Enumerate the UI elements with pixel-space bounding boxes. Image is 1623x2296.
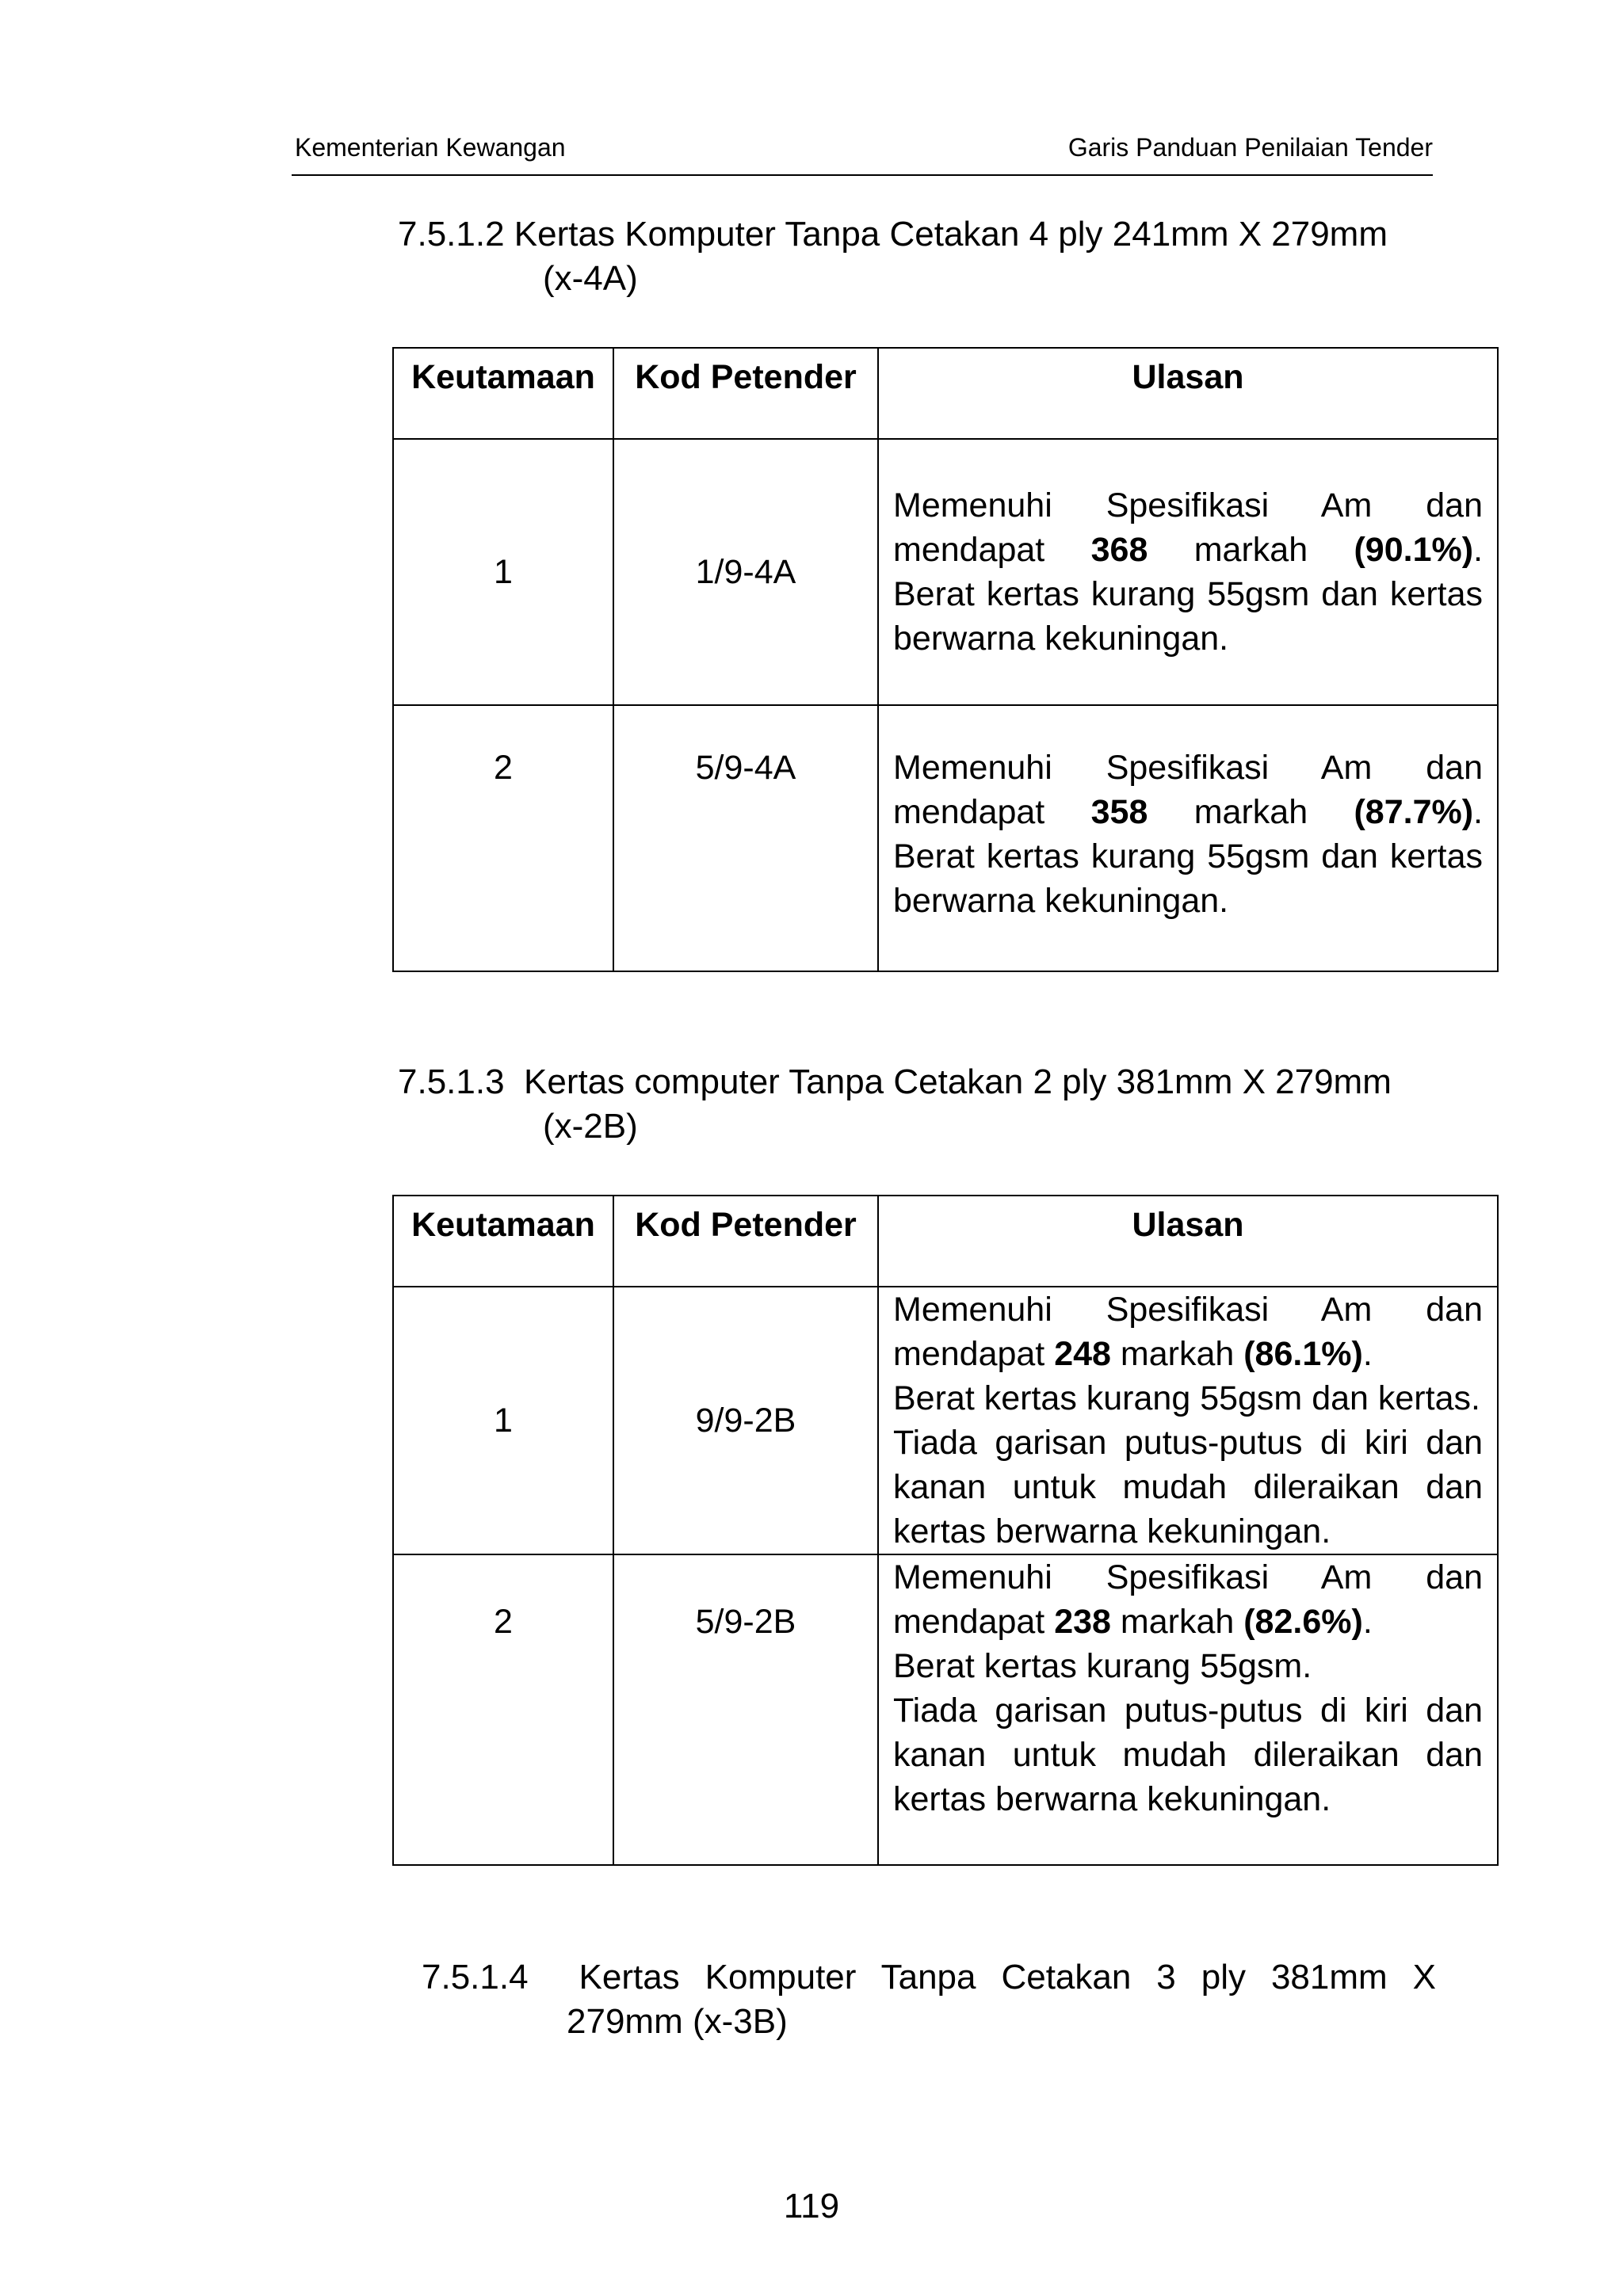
table-row bbox=[393, 705, 1498, 971]
header-ulasan: Ulasan bbox=[878, 1196, 1498, 1287]
header-keutamaan: Keutamaan bbox=[393, 1196, 613, 1287]
score-line: mendapat 368 markah (90.1%). bbox=[893, 531, 1484, 569]
percent-value: (90.1%) bbox=[1354, 531, 1474, 569]
rank-cell: 1 bbox=[393, 1287, 613, 1554]
marks-value: 358 bbox=[1090, 793, 1148, 831]
table-header-row bbox=[393, 1196, 1498, 1287]
rank-cell: 1 bbox=[393, 439, 613, 705]
table-row bbox=[393, 439, 1498, 705]
code-cell: 5/9-2B bbox=[613, 1554, 878, 1865]
section-number: 7.5.1.3 bbox=[398, 1062, 505, 1101]
header-kod-petender: Kod Petender bbox=[613, 348, 878, 439]
code-cell: 1/9-4A bbox=[613, 439, 878, 705]
remark-cell: Memenuhi Spesifikasi Am dan mendapat 248 markah (86.1%). Berat kertas kurang 55gsm dan kertas. Tiada garisan putus-putus di kiri dan kanan untuk mudah dileraikan dan kertas berwarna kekuningan. bbox=[878, 1287, 1498, 1554]
score-line: mendapat 358 markah (87.7%). bbox=[893, 793, 1484, 831]
header-ulasan: Ulasan bbox=[878, 348, 1498, 439]
marks-value: 238 bbox=[1054, 1603, 1111, 1641]
evaluation-table-x-4a bbox=[392, 347, 1499, 972]
header-left-text: Kementerian Kewangan bbox=[295, 133, 566, 162]
marks-value: 368 bbox=[1090, 531, 1148, 569]
section-heading-7-5-1-3 bbox=[398, 1060, 1436, 1149]
section-heading-7-5-1-4 bbox=[422, 1955, 1436, 2044]
section-title-line2: (x-4A) bbox=[543, 259, 638, 298]
rank-cell: 2 bbox=[393, 705, 613, 971]
section-number: 7.5.1.2 bbox=[398, 215, 505, 254]
remark-cell: Memenuhi Spesifikasi Am dan mendapat 238 markah (82.6%). Berat kertas kurang 55gsm. Tiada garisan putus-putus di kiri dan kanan untuk mudah dileraikan dan kertas berwarna kekuningan. bbox=[878, 1554, 1498, 1865]
score-line: mendapat 238 markah (82.6%). bbox=[893, 1603, 1373, 1641]
section-title-line1: Kertas Komputer Tanpa Cetakan 4 ply 241mm X 279mm bbox=[514, 215, 1388, 254]
marks-value: 248 bbox=[1054, 1335, 1111, 1373]
code-cell: 5/9-4A bbox=[613, 705, 878, 971]
percent-value: (86.1%) bbox=[1243, 1335, 1363, 1373]
page-number: 119 bbox=[783, 2187, 840, 2225]
header-divider bbox=[292, 174, 1433, 176]
section-title-line2: (x-2B) bbox=[543, 1107, 638, 1146]
table-header-row bbox=[393, 348, 1498, 439]
section-number: 7.5.1.4 bbox=[422, 1958, 529, 1997]
header-keutamaan: Keutamaan bbox=[393, 348, 613, 439]
table-row bbox=[393, 1287, 1498, 1554]
table-row bbox=[393, 1554, 1498, 1865]
section-title-line1: Kertas Komputer Tanpa Cetakan 3 ply 381mm X bbox=[579, 1958, 1437, 1997]
percent-value: (82.6%) bbox=[1243, 1603, 1363, 1641]
rank-cell: 2 bbox=[393, 1554, 613, 1865]
evaluation-table-x-2b bbox=[392, 1195, 1499, 1866]
section-title-line1: Kertas computer Tanpa Cetakan 2 ply 381mm X 279mm bbox=[524, 1062, 1392, 1101]
remark-cell: Memenuhi Spesifikasi Am dan mendapat 358 markah (87.7%). Berat kertas kurang 55gsm dan kertas berwarna kekuningan. bbox=[878, 705, 1498, 971]
code-cell: 9/9-2B bbox=[613, 1287, 878, 1554]
header-kod-petender: Kod Petender bbox=[613, 1196, 878, 1287]
remark-cell: Memenuhi Spesifikasi Am dan mendapat 368 markah (90.1%). Berat kertas kurang 55gsm dan kertas berwarna kekuningan. bbox=[878, 439, 1498, 705]
section-title-line1-wrap bbox=[422, 1955, 1436, 2000]
header-right-text: Garis Panduan Penilaian Tender bbox=[1067, 133, 1433, 162]
percent-value: (87.7%) bbox=[1354, 793, 1474, 831]
section-heading-7-5-1-2 bbox=[398, 212, 1436, 301]
score-line: mendapat 248 markah (86.1%). bbox=[893, 1335, 1373, 1373]
section-title-line2: 279mm (x-3B) bbox=[567, 2002, 788, 2041]
